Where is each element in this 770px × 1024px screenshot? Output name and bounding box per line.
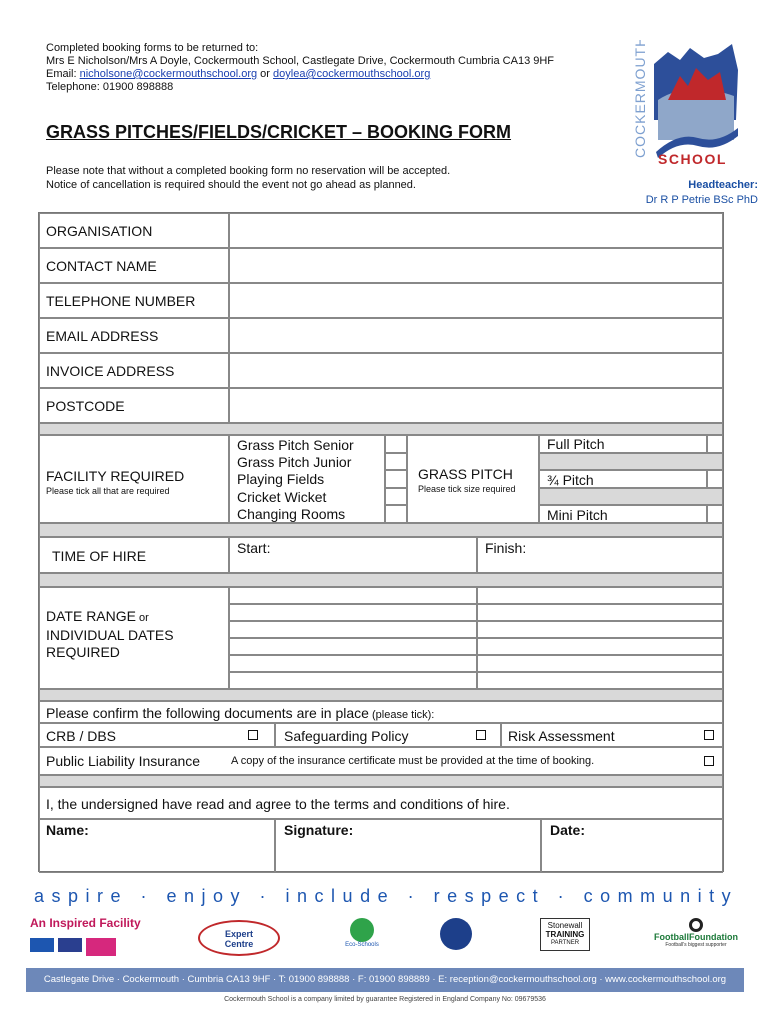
- facility-note: Please tick all that are required: [46, 486, 170, 496]
- start-label: Start:: [237, 540, 271, 556]
- confirm-row: [39, 701, 723, 723]
- organisation-field[interactable]: [229, 213, 723, 248]
- organisation-label-cell: [39, 213, 229, 248]
- fairachieved-badge-icon: [440, 918, 472, 950]
- expert-text: Expert: [224, 929, 253, 939]
- confirm-note: (please tick):: [368, 709, 435, 721]
- headteacher-name: Dr R P Petrie BSc PhD: [645, 194, 758, 206]
- date-label-text: [46, 608, 174, 661]
- email-label-cell: [39, 318, 229, 353]
- stonewall-partner-text: PARTNER: [550, 940, 580, 946]
- separator-row-5: [39, 775, 723, 787]
- separator-row-4: [39, 689, 723, 701]
- date-field-3b[interactable]: [477, 621, 723, 638]
- football-foundation-text: FootballFoundation: [654, 932, 738, 942]
- date-field-4a[interactable]: [229, 638, 477, 655]
- facility-label: FACILITY REQUIRED: [46, 468, 185, 484]
- separator-row: [39, 423, 723, 435]
- risk-checkbox[interactable]: [704, 730, 714, 740]
- inspired-facility-text: An Inspired Facility: [30, 916, 141, 930]
- date-field-2b[interactable]: [477, 604, 723, 621]
- date-field-2a[interactable]: [229, 604, 477, 621]
- facility-item-fields: Playing Fields: [237, 471, 325, 487]
- safeguarding-checkbox[interactable]: [476, 730, 486, 740]
- date-field-5a[interactable]: [229, 655, 477, 672]
- grass-pitch-note: Please tick size required: [418, 484, 516, 494]
- finish-label: Finish:: [485, 540, 527, 556]
- football-foundation-sub: Football's biggest supporter: [665, 942, 727, 948]
- size-gap-1: [539, 453, 723, 470]
- signature-label: Signature:: [284, 822, 354, 838]
- email-or: or: [257, 68, 274, 80]
- date-label-cell: [39, 587, 229, 689]
- expert-centre-badge: [198, 920, 280, 956]
- facility-list: [229, 435, 385, 523]
- facility-item-changing: Changing Rooms: [237, 506, 346, 522]
- pli-note: A copy of the insurance certificate must be provided at the time of booking.: [231, 755, 595, 767]
- school-logo: [628, 40, 760, 170]
- email-label: Email:: [46, 68, 80, 80]
- note-line-2: Notice of cancellation is required should the event not go ahead as planned.: [46, 179, 416, 191]
- separator-row-3: [39, 573, 723, 587]
- postcode-field[interactable]: [229, 388, 723, 423]
- date-or-label: or: [135, 612, 149, 624]
- size-mini-cell: [539, 505, 707, 523]
- email-label-form: EMAIL ADDRESS: [46, 328, 159, 344]
- date-field-3a[interactable]: [229, 621, 477, 638]
- contact-label-cell: [39, 248, 229, 283]
- inspired-facility-badge: [30, 916, 140, 956]
- size-full-label: Full Pitch: [547, 436, 605, 452]
- date-field-1b[interactable]: [477, 587, 723, 604]
- size-mini-label: Mini Pitch: [547, 507, 608, 523]
- logo-vertical-text: COCKERMOUTH: [632, 40, 648, 158]
- return-address: [46, 42, 616, 94]
- organisation-label: ORGANISATION: [46, 223, 153, 239]
- headteacher-title: Headteacher:: [688, 179, 758, 191]
- tick-fields[interactable]: [385, 470, 407, 488]
- grass-pitch-label: GRASS PITCH: [418, 466, 513, 482]
- tick-mini-pitch[interactable]: [707, 505, 723, 523]
- date-field-1a[interactable]: [229, 587, 477, 604]
- size-full-cell: [539, 435, 707, 453]
- date-range-label: DATE RANGE: [46, 608, 136, 624]
- date-field[interactable]: [541, 819, 723, 873]
- sport-england-logo-icon: [58, 938, 82, 952]
- crb-label: CRB / DBS: [46, 728, 117, 744]
- tick-three-quarter-pitch[interactable]: [707, 470, 723, 488]
- time-of-hire-label: TIME OF HIRE: [52, 548, 147, 564]
- email-link-nicholson[interactable]: nicholsone@cockermouthschool.org: [79, 68, 258, 80]
- return-line-2: Mrs E Nicholson/Mrs A Doyle, Cockermouth School, Castlegate Drive, Cockermouth Cumbria CA13 9HF: [46, 55, 555, 67]
- eco-schools-text: Eco-Schools: [345, 942, 379, 948]
- facility-item-cricket: Cricket Wicket: [237, 489, 327, 505]
- booking-notes: [46, 164, 450, 192]
- individual-dates-label: INDIVIDUAL DATES: [46, 627, 174, 643]
- centre-text: Centre: [224, 939, 254, 949]
- invoice-field[interactable]: [229, 353, 723, 388]
- headteacher-block: [646, 178, 758, 208]
- facility-item-senior: Grass Pitch Senior: [237, 437, 354, 453]
- pli-label: Public Liability Insurance: [46, 753, 201, 769]
- logo-school-text: SCHOOL: [658, 151, 727, 167]
- confirm-label: [46, 705, 434, 721]
- telephone-line: Telephone: 01900 898888: [46, 81, 174, 93]
- agree-text: I, the undersigned have read and agree to the terms and conditions of hire.: [46, 796, 510, 812]
- facility-item-junior: Grass Pitch Junior: [237, 454, 352, 470]
- signature-field[interactable]: [275, 819, 541, 873]
- size-gap-2: [539, 488, 723, 505]
- pli-row: [39, 747, 723, 775]
- date-field-6b[interactable]: [477, 672, 723, 689]
- risk-cell: [501, 723, 723, 747]
- separator-row-2: [39, 523, 723, 537]
- eco-schools-badge: [343, 918, 381, 948]
- football-icon: [689, 918, 703, 932]
- grass-pitch-cell: [407, 435, 539, 523]
- date-field-6a[interactable]: [229, 672, 477, 689]
- tick-cricket[interactable]: [385, 488, 407, 505]
- postcode-label-cell: [39, 388, 229, 423]
- time-label-cell: [39, 537, 229, 573]
- safeguarding-cell: [275, 723, 501, 747]
- required-label: REQUIRED: [46, 644, 120, 660]
- email-line: [46, 68, 616, 81]
- agree-row: [39, 787, 723, 819]
- invoice-label: INVOICE ADDRESS: [46, 363, 175, 379]
- return-line-1: Completed booking forms to be returned to:: [46, 42, 259, 54]
- crb-checkbox[interactable]: [248, 730, 258, 740]
- tick-full-pitch[interactable]: [707, 435, 723, 453]
- eco-tree-icon: [350, 918, 374, 942]
- booking-form: [38, 212, 724, 872]
- page-title: GRASS PITCHES/FIELDS/CRICKET – BOOKING FORM: [46, 122, 512, 142]
- school-motto: aspire · enjoy · include · respect · community: [34, 886, 739, 906]
- postcode-label: POSTCODE: [46, 398, 125, 414]
- invoice-label-cell: [39, 353, 229, 388]
- risk-label: Risk Assessment: [508, 728, 615, 744]
- size-three-quarter-label: ¾ Pitch: [547, 472, 594, 488]
- pli-checkbox[interactable]: [704, 756, 714, 766]
- contact-field[interactable]: [229, 248, 723, 283]
- confirm-text: Please confirm the following documents are in place: [46, 705, 369, 721]
- contact-label: CONTACT NAME: [46, 258, 157, 274]
- name-field[interactable]: [39, 819, 275, 873]
- tick-junior[interactable]: [385, 453, 407, 470]
- stonewall-text: Stonewall: [547, 921, 583, 930]
- telephone-field[interactable]: [229, 283, 723, 318]
- date-field-5b[interactable]: [477, 655, 723, 672]
- date-label: Date:: [550, 822, 586, 838]
- telephone-label: TELEPHONE NUMBER: [46, 293, 196, 309]
- telephone-label-cell: [39, 283, 229, 318]
- legal-line: Cockermouth School is a company limited by guarantee Registered in England Company No: 09679536: [224, 996, 546, 1003]
- facility-label-cell: [39, 435, 229, 523]
- email-field[interactable]: [229, 318, 723, 353]
- lottery-logo-icon: [30, 938, 54, 952]
- note-line-1: Please note that without a completed booking form no reservation will be accepted.: [46, 165, 451, 177]
- crb-cell: [39, 723, 275, 747]
- finish-time-field[interactable]: [477, 537, 723, 573]
- inspired-2012-logo-icon: [86, 938, 116, 956]
- stonewall-training-text: TRAINING: [545, 930, 585, 939]
- tick-changing[interactable]: [385, 505, 407, 523]
- footer-contact-bar: Castlegate Drive · Cockermouth · Cumbria CA13 9HF · T: 01900 898888 · F: 01900 898889 · E: reception@cockermouthschool.org · www.cockermouthschool.org: [26, 968, 744, 992]
- football-foundation-badge: [650, 918, 742, 948]
- stonewall-badge: [540, 918, 590, 951]
- date-field-4b[interactable]: [477, 638, 723, 655]
- name-label: Name:: [46, 822, 89, 838]
- size-three-quarter-cell: [539, 470, 707, 488]
- tick-senior[interactable]: [385, 435, 407, 453]
- email-link-doyle[interactable]: doylea@cockermouthschool.org: [273, 68, 431, 80]
- safeguarding-label: Safeguarding Policy: [284, 728, 409, 744]
- start-time-field[interactable]: [229, 537, 477, 573]
